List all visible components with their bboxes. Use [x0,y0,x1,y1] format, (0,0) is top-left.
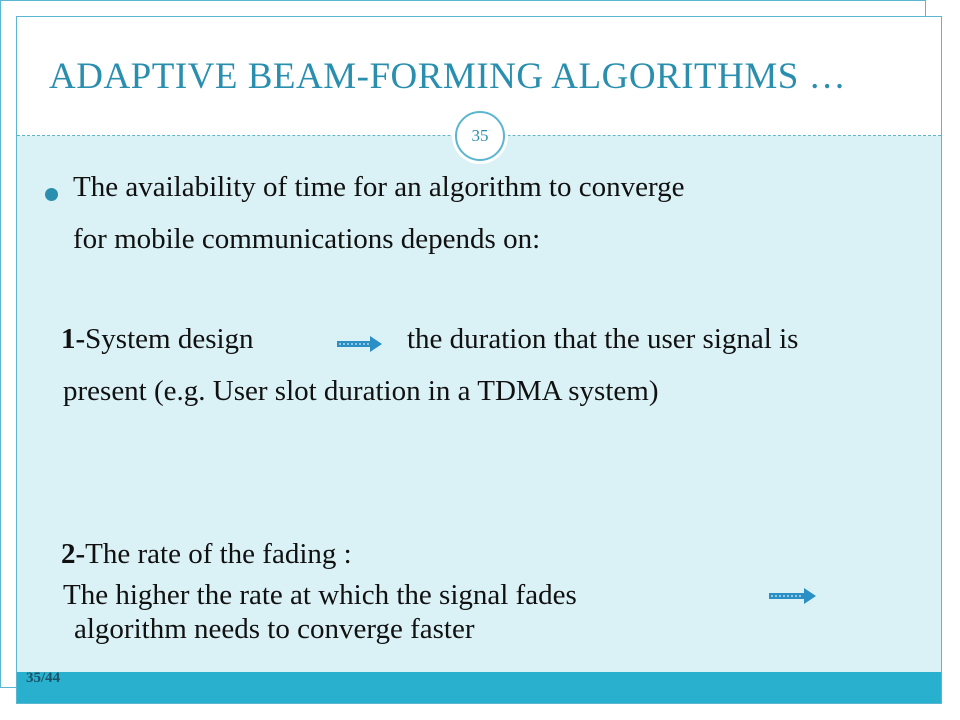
bullet-dot-icon [45,188,58,201]
bullet-text-line-1: The availability of time for an algorithm to converge [73,171,685,203]
item-1-heading [61,323,254,356]
footer-bar [17,672,941,703]
page-number-badge: 35 [455,111,505,161]
right-arrow-icon [769,587,817,605]
slide-counter: 35/44 [26,670,61,686]
slide-frame [16,16,942,704]
right-arrow-icon [337,335,383,353]
item-2-heading [61,538,352,571]
item-1-number: 1- [61,323,86,355]
slide-title: ADAPTIVE BEAM-FORMING ALGORITHMS … [49,56,847,97]
item-1-label: System design [85,323,254,355]
item-2-label: The rate of the fading : [85,538,352,570]
item-2-number: 2- [61,538,86,570]
item-2-line-1: The higher the rate at which the signal fades [63,579,577,611]
bullet-text-line-2: for mobile communications depends on: [73,223,541,255]
item-1-continuation: present (e.g. User slot duration in a TDMA system) [63,375,659,407]
item-1-result: the duration that the user signal is [407,323,799,355]
item-2-line-2: algorithm needs to converge faster [74,613,475,645]
